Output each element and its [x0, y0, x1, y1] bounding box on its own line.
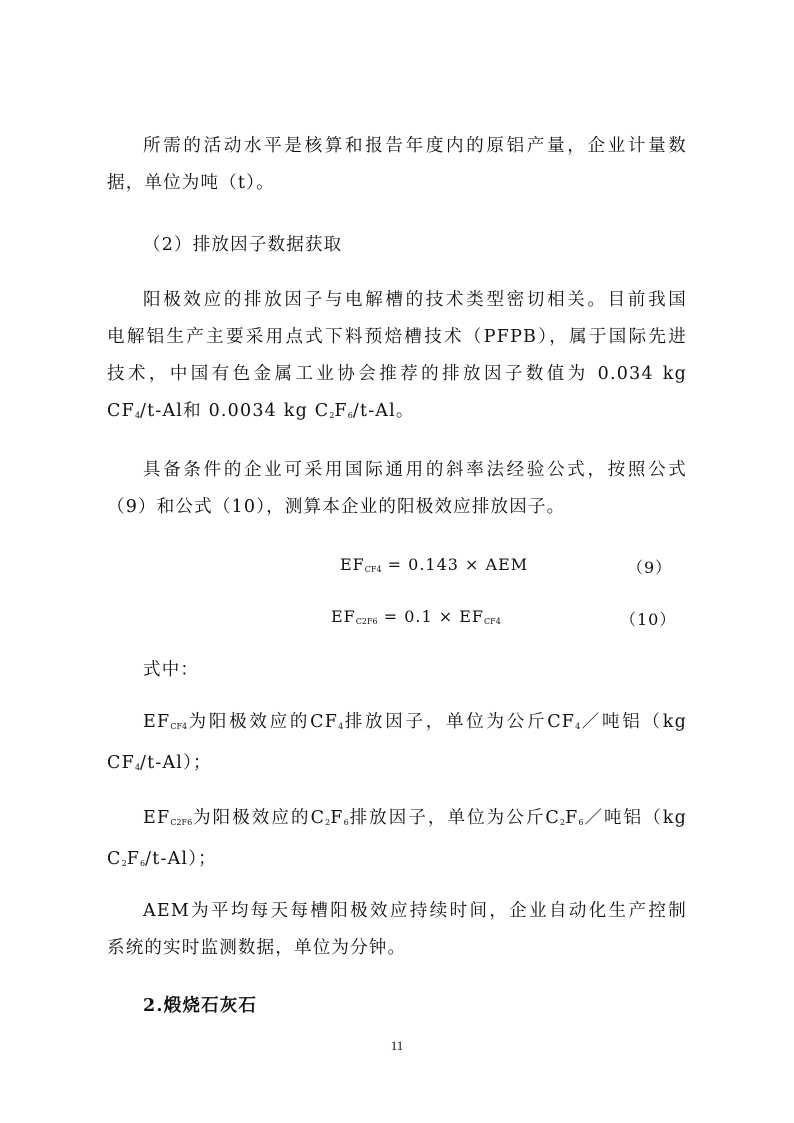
paragraph-line: 电解铝生产主要采用点式下料预焙槽技术（PFPB），属于国际先进 — [107, 327, 687, 347]
definition-ef-cf4 — [107, 704, 687, 786]
text-run: ／吨铝（kg — [580, 712, 688, 732]
text-run: 排放因子，单位为公斤C — [348, 808, 561, 828]
definition-line: 系统的实时监测数据，单位为分钟。 — [107, 938, 407, 958]
paragraph-line: 据，单位为吨（t）。 — [107, 173, 275, 193]
paragraph-line: （9）和公式（10），测算本企业的阳极效应排放因子。 — [107, 497, 566, 517]
equation-number-9: （9） — [627, 558, 673, 577]
text-run: F — [126, 849, 141, 869]
paragraph-anode-effect — [107, 282, 687, 434]
text-run: EF — [143, 808, 171, 828]
text-run: EF — [143, 712, 171, 732]
text-run: /t-Al。 — [352, 401, 415, 421]
equation-10 — [331, 607, 501, 626]
text-run: F — [330, 808, 344, 828]
subscript: 2 — [560, 818, 566, 827]
subscript: 6 — [347, 411, 353, 420]
definition-line — [107, 841, 687, 882]
text-run: CF — [107, 753, 135, 773]
text-run: F — [565, 808, 579, 828]
definition-ef-c2f6 — [107, 800, 687, 882]
equation-lhs: EF — [340, 555, 365, 574]
paragraph-line: 所需的活动水平是核算和报告年度内的原铝产量，企业计量数 — [143, 136, 687, 156]
text-run: C — [107, 849, 122, 869]
paragraph-line: 具备条件的企业可采用国际通用的斜率法经验公式，按照公式 — [143, 460, 687, 480]
subscript: CF4 — [170, 722, 188, 731]
subscript: 2 — [325, 818, 331, 827]
subscript: 6 — [578, 818, 584, 827]
text-run: F — [334, 401, 348, 421]
text-run: 排放因子，单位为公斤CF — [343, 712, 576, 732]
paragraph-slope-method — [107, 452, 687, 526]
equation-rhs: = 0.143 × AEM — [387, 555, 529, 574]
paragraph-line: 技术，中国有色金属工业协会推荐的排放因子数值为 0.034 kg — [107, 364, 687, 384]
paragraph-activity-level — [107, 128, 687, 202]
definition-line — [107, 800, 687, 841]
subscript: 2 — [329, 411, 335, 420]
subscript: 6 — [343, 818, 349, 827]
subscript: C2F6 — [170, 818, 193, 827]
subscript: CF4 — [484, 617, 501, 626]
where-label: 式中： — [143, 660, 200, 680]
subscript: C2F6 — [355, 617, 378, 626]
subscript: 6 — [140, 859, 146, 868]
definition-line — [107, 704, 687, 745]
equation-rhs: = 0.1 × EF — [383, 607, 485, 626]
definition-line: AEM为平均每天每槽阳极效应持续时间，企业自动化生产控制 — [143, 901, 687, 921]
section-heading-emission-factor: （2）排放因子数据获取 — [143, 235, 343, 255]
equation-lhs: EF — [331, 607, 356, 626]
equation-9 — [340, 555, 528, 574]
text-run: 为阳极效应的C — [192, 808, 326, 828]
subscript: 4 — [338, 722, 344, 731]
definition-line — [107, 745, 687, 786]
text-run: /t-Al）； — [140, 753, 212, 773]
paragraph-line-formula-units — [107, 393, 687, 434]
definition-aem — [107, 893, 687, 967]
page-number: 11 — [390, 1038, 404, 1053]
subscript: 4 — [134, 763, 141, 772]
equation-number-10: （10） — [620, 610, 677, 629]
section-heading-limestone: 2.煅烧石灰石 — [143, 996, 258, 1016]
subscript: 4 — [134, 411, 141, 420]
subscript: CF4 — [364, 565, 382, 574]
subscript: 2 — [121, 859, 127, 868]
text-run: ／吨铝（kg — [583, 808, 687, 828]
text-run: /t-Al和 0.0034 kg C — [140, 401, 330, 421]
text-run: 为阳极效应的CF — [187, 712, 339, 732]
subscript: 4 — [575, 722, 581, 731]
paragraph-line: 阳极效应的排放因子与电解槽的技术类型密切相关。目前我国 — [143, 290, 687, 310]
text-run: /t-Al）； — [145, 849, 217, 869]
text-run: CF — [107, 401, 135, 421]
